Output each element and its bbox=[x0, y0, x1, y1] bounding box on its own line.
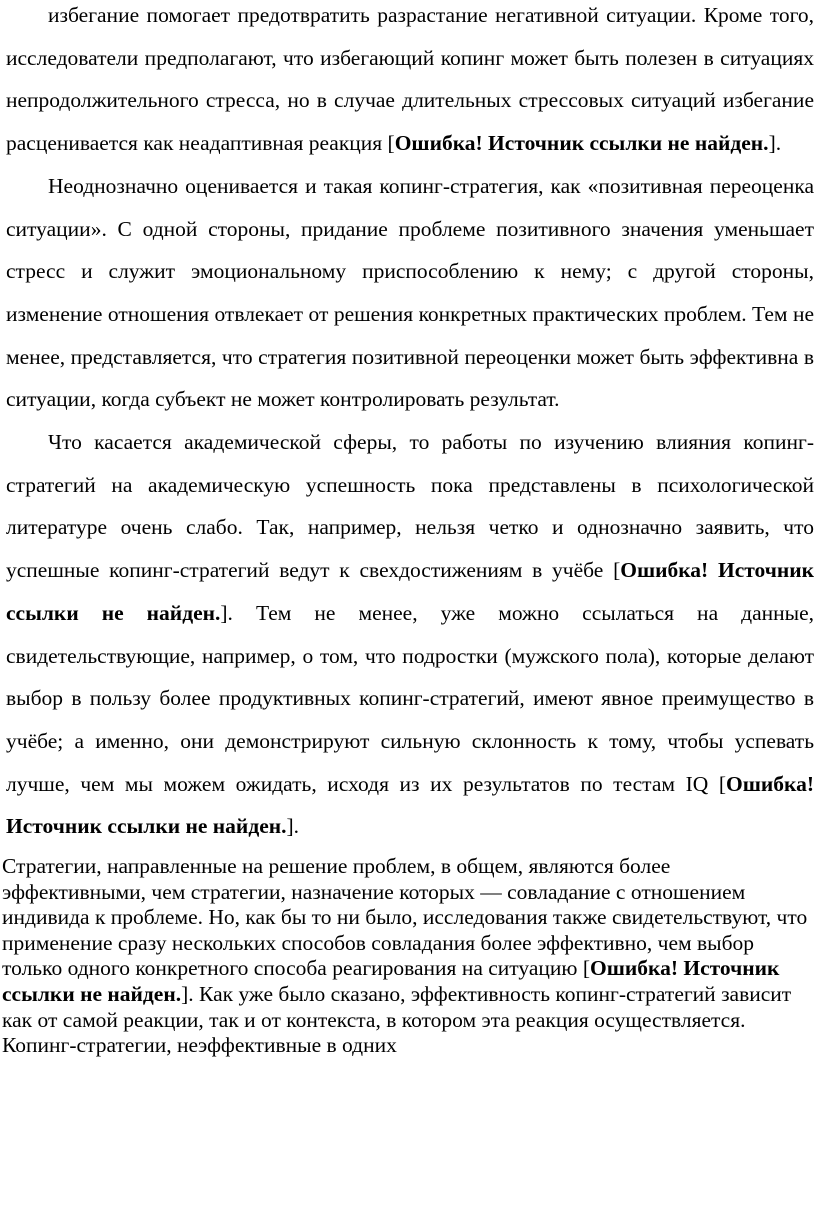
paragraph-text: ]. Тем не менее, уже можно ссылаться на данные, свидетельствующие, например, о том, что подростки (мужского пола), которые делают выбор в пользу более продуктивных копинг-стратегий, имеют явное преимущество в учёбе; а именно, они демонстрируют сильную склонность к тому, чтобы успевать лучше, чем мы можем ожидать, исходя из их результатов по тестам IQ [ bbox=[6, 600, 814, 796]
paragraph-avoidance bbox=[0, 0, 816, 165]
paragraph-text: Стратегии, направленные на решение проблем, в общем, являются более эффективными, чем стратегии, назначение которых — совладание с отношением индивида к проблеме. Но, как бы то ни было, исследования также свидетельствуют, что применение сразу нескольких способов совладания более эффективно, чем выбор только одного конкретного способа реагирования на ситуацию [ bbox=[2, 854, 808, 981]
paragraph-text: ]. bbox=[768, 131, 782, 156]
reference-error: Ошибка! Источник ссылки не найден. bbox=[394, 131, 769, 156]
paragraph-positive-reappraisal bbox=[0, 165, 816, 421]
paragraph-problem-solving bbox=[0, 854, 816, 1059]
reference-error: Ошибка! Источник ссылки не найден. bbox=[2, 956, 780, 1007]
paragraph-text: избегание помогает предотвратить разрастание негативной ситуации. Кроме того, исследователи предполагают, что избегающий копинг может быть полезен в ситуациях непродолжительного стресса, но в случае длительных стрессовых ситуаций избегание расценивается как неадаптивная реакция [ bbox=[6, 3, 814, 156]
reference-error: Ошибка! Источник ссылки не найден. bbox=[6, 771, 814, 839]
paragraph-text: Неоднозначно оценивается и такая копинг-стратегия, как «позитивная переоценка ситуации». С одной стороны, придание проблеме позитивного значения уменьшает стресс и служит эмоциональному приспособлению к нему; с другой стороны, изменение отношения отвлекает от решения конкретных практических проблем. Тем не менее, представляется, что стратегия позитивной переоценки может быть эффективна в ситуации, когда субъект не может контролировать результат. bbox=[6, 173, 814, 412]
paragraph-text: Что касается академической сферы, то работы по изучению влияния копинг-стратегий на академическую успешность пока представлены в психологической литературе очень слабо. Так, например, нельзя четко и однозначно заявить, что успешные копинг-стратегий ведут к свехдостижениям в учёбе [ bbox=[6, 430, 814, 583]
reference-error: Ошибка! Источник ссылки не найден. bbox=[6, 558, 814, 625]
paragraph-text: ]. bbox=[286, 814, 300, 839]
paragraph-academic-sphere bbox=[0, 421, 816, 848]
paragraph-text: ]. Как уже было сказано, эффективность копинг-стратегий зависит как от самой реакции, так и от контекста, в котором эта реакция осуществляется. Копинг-стратегии, неэффективные в одних bbox=[2, 982, 792, 1058]
